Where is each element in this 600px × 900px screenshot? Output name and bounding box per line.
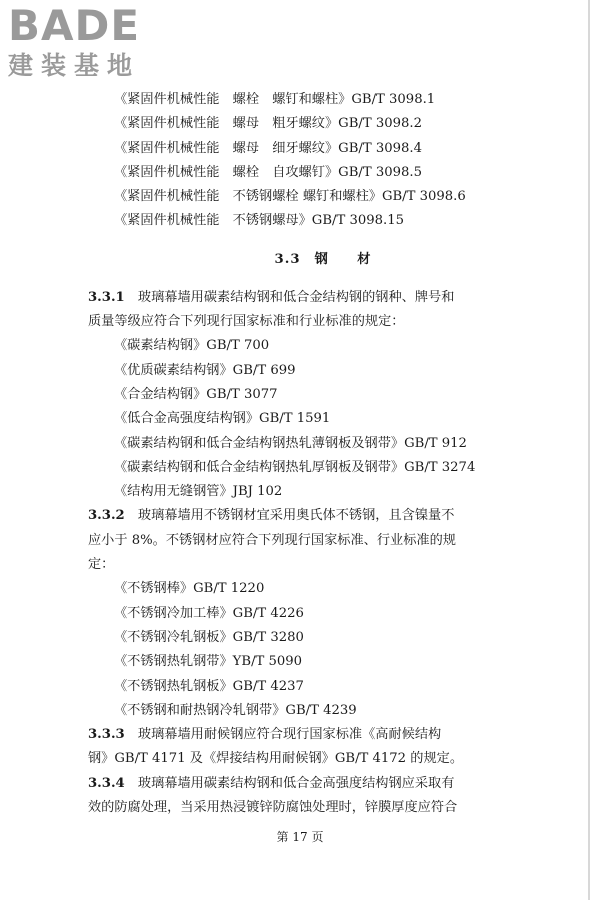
reference-line: 《低合金高强度结构钢》GB/T 1591 <box>114 411 331 427</box>
reference-line: 《紧固件机械性能 螺栓 自攻螺钉》GB/T 3098.5 <box>114 164 422 180</box>
clause-text: 玻璃幕墙用碳素结构钢和低合金结构钢的钢种、牌号和 <box>137 289 455 305</box>
reference-line: 《碳素结构钢》GB/T 700 <box>114 338 270 354</box>
reference-line: 《紧固件机械性能 不锈钢螺母》GB/T 3098.15 <box>114 213 405 229</box>
reference-line: 《紧固件机械性能 螺母 细牙螺纹》GB/T 3098.4 <box>114 140 422 156</box>
clause-number: 3.3.3 <box>88 727 125 743</box>
clause-text: 质量等级应符合下列现行国家标准和行业标准的规定： <box>88 314 405 330</box>
reference-line: 《紧固件机械性能 不锈钢螺栓 螺钉和螺柱》GB/T 3098.6 <box>114 189 466 205</box>
logo-subtitle: 建装基地 <box>8 51 141 80</box>
clause-3-3-4 <box>88 772 558 821</box>
reference-line: 《不锈钢冷加工棒》GB/T 4226 <box>114 605 304 621</box>
reference-line: 《结构用无缝钢管》JBJ 102 <box>114 484 283 500</box>
clause-text: 玻璃幕墙用碳素结构钢和低合金高强度结构钢应采取有 <box>137 775 455 791</box>
section-title: 3.3 钢 材 <box>274 251 372 267</box>
reference-line: 《优质碳素结构钢》GB/T 699 <box>114 362 296 378</box>
clause-text: 应小于 8%。不锈钢材应符合下列现行国家标准、行业标准的规 <box>88 532 456 548</box>
clause-text: 定： <box>88 557 115 573</box>
clause-text: 效的防腐处理，当采用热浸镀锌防腐蚀处理时，锌膜厚度应符合 <box>88 800 458 816</box>
reference-line: 《不锈钢热轧钢带》YB/T 5090 <box>114 654 303 670</box>
clause-text: 钢》GB/T 4171 及《焊接结构用耐候钢》GB/T 4172 的规定。 <box>88 751 464 767</box>
clause-text: 玻璃幕墙用不锈钢材宜采用奥氏体不锈钢，且含镍量不 <box>137 508 455 524</box>
reference-line: 《碳素结构钢和低合金结构钢热轧薄钢板及钢带》GB/T 912 <box>114 435 467 451</box>
reference-line: 《合金结构钢》GB/T 3077 <box>114 386 278 402</box>
clause-number: 3.3.2 <box>88 508 125 524</box>
reference-line: 《不锈钢和耐热钢冷轧钢带》GB/T 4239 <box>114 702 357 718</box>
reference-line: 《紧固件机械性能 螺母 粗牙螺纹》GB/T 3098.2 <box>114 116 422 132</box>
watermark-logo <box>8 1 178 82</box>
clause-3-3-1 <box>88 286 558 335</box>
reference-line: 《不锈钢棒》GB/T 1220 <box>114 581 265 597</box>
logo-title: BADE <box>8 1 141 50</box>
clause-3-3-3 <box>88 723 558 772</box>
reference-line: 《不锈钢热轧钢板》GB/T 4237 <box>114 678 304 694</box>
clause-3-3-2 <box>88 504 558 577</box>
clause-number: 3.3.1 <box>88 289 125 305</box>
page-content <box>88 88 558 820</box>
clause-number: 3.3.4 <box>88 775 125 791</box>
clause-text: 玻璃幕墙用耐候钢应符合现行国家标准《高耐候结构 <box>137 727 442 743</box>
reference-line: 《碳素结构钢和低合金结构钢热轧厚钢板及钢带》GB/T 3274 <box>114 459 476 475</box>
reference-line: 《紧固件机械性能 螺栓 螺钉和螺柱》GB/T 3098.1 <box>114 92 436 107</box>
scan-edge-divider <box>588 0 590 900</box>
reference-line: 《不锈钢冷轧钢板》GB/T 3280 <box>114 629 304 645</box>
page-number: 第 17 页 <box>276 830 324 844</box>
